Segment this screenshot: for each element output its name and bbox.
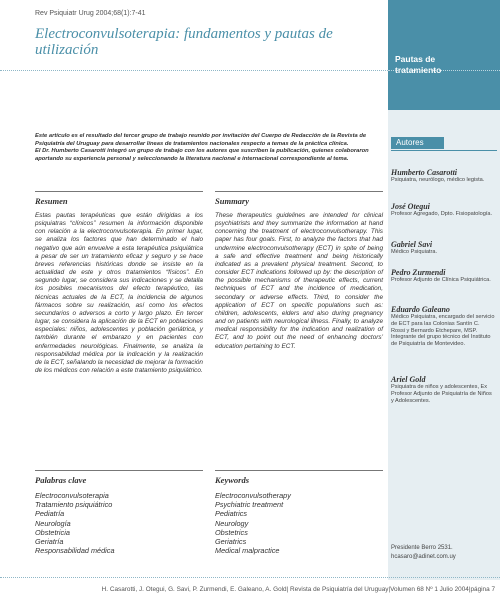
author-name: Pedro Zurmendi: [391, 268, 446, 277]
list-item: Neurology: [215, 518, 249, 528]
author-description: Psiquiatra de niños y adolescentes, Ex Profesor Adjunto de Psiquiatría de Niños y Adolescentes.: [391, 384, 492, 404]
author-name: José Otegui: [391, 202, 430, 211]
intro-text-2: El Dr. Humberto Casarotti integró un grupo de trabajo con los autores que suscriben la publicación, quienes colaboraron aportando su experiencia personal y seleccionando la literatura nacional e internacional correspondiente al tema.: [35, 148, 369, 162]
keywords-heading: Keywords: [215, 475, 249, 485]
summary-heading: Summary: [215, 196, 250, 206]
author-entry: [391, 168, 495, 184]
page-footer: H. Casarotti, J. Otegui, G. Savi, P. Zurmendi, E. Galeano, A. Gold| Revista de Psiquiatría del Uruguay|Volumen 68 Nº 1 Julio 2004|página 7: [101, 586, 495, 593]
author-description: Médico Psiquiatra, encargado del servicio de ECT para las Colonias Santín C. Rossi y Bernardo Etchepare, MSP. Integrante del grupo técnico del Instituto de Psiquiatría de Montevideo.: [391, 314, 495, 348]
intro-text-1: Este artículo es el resultado del tercer grupo de trabajo reunido por invitación del Cuerpo de Redacción de la Revista de Psiquiatría del Uruguay para desarrollar líneas de tratamientos nacionales respecto a temas de la práctica clínica.: [35, 133, 367, 147]
list-item: Pediatrics: [215, 509, 248, 519]
palabras-clave-top-rule: [35, 470, 203, 471]
keywords-list: [215, 491, 383, 555]
intro-paragraph: [35, 133, 380, 163]
author-description: Profesor Adjunto de Clínica Psiquiátrica.: [391, 277, 491, 283]
author-description: Psiquiatra, neurólogo, médico legista.: [391, 177, 485, 183]
dotted-divider-top: [0, 70, 388, 71]
dotted-divider-top-sidebar: [388, 70, 500, 71]
resumen-text: [35, 212, 203, 375]
author-entry: [391, 202, 495, 218]
contact-email[interactable]: hcasaro@adinet.com.uy: [391, 553, 456, 560]
list-item: Electroconvulsoterapia: [35, 491, 109, 500]
section-label-line1: Pautas de: [395, 54, 436, 64]
dotted-divider-bottom: [0, 577, 500, 578]
author-entry: [391, 268, 495, 284]
palabras-clave-heading: Palabras clave: [35, 475, 87, 485]
keywords-top-rule: [215, 470, 383, 471]
list-item: Electroconvulsotherapy: [215, 491, 291, 500]
list-item: Obstetricia: [35, 527, 70, 537]
author-entry: [391, 305, 495, 348]
list-item: Obstetrics: [215, 527, 248, 537]
author-description: Médico Psiquiatra.: [391, 249, 438, 255]
author-name: Eduardo Galeano: [391, 305, 450, 314]
authors-heading: Autores: [391, 137, 444, 149]
list-item: Tratamiento psiquiátrico: [35, 500, 113, 510]
resumen-top-rule: [35, 191, 203, 192]
section-label: [395, 54, 441, 76]
author-name: Humberto Casarotti: [391, 168, 458, 177]
author-description: Profesor Agregado, Dpto. Fisiopatología.: [391, 211, 493, 217]
section-label-box: [388, 0, 500, 110]
author-name: Ariel Gold: [391, 375, 426, 384]
resumen-paragraph: Estas pautas terapéuticas que están dirigidas a los psiquiatras “clínicos” resumen la información disponible con relación a la electroconvulsoterapia. En primer lugar, se analiza los factores que han determinado el halo negativo que aún envuelve a esta terapéutica psiquiátrica a pesar de ser un tratamiento eficaz y seguro y se hace breves referencias históricas donde se insiste en la actualidad de este y otros tratamientos “físicos”. En segundo lugar, se considera sus indicaciones y se detalla los posibles mecanismos del efecto terapéutico, las técnicas actuales de la ECT, la incidencia de algunos fármacos sobre su realización, así como los efectos secundarios o adversos a corto y largo plazo. En tercer lugar, se considera la aplicación de la ECT en poblaciones especiales: niños, adolescentes y población geriátrica, y también durante el embarazo y en pacientes con enfermedades neurológicas. Finalmente, se analiza la responsabilidad médica por la indicación y la realización de la ECT, señalando la necesidad de mejorar la formación de los médicos con relación a este tratamiento psiquiátrico.: [35, 212, 203, 374]
list-item: Responsabilidad médica: [35, 546, 115, 556]
list-item: Neurología: [35, 518, 71, 528]
list-item: Geriatrics: [215, 537, 247, 547]
journal-reference: Rev Psiquiatr Urug 2004;68(1):7-41: [35, 10, 146, 17]
resumen-heading: Resumen: [35, 196, 68, 206]
contact-address: Presidente Berro 2531.: [391, 545, 453, 551]
section-label-line2: tratamiento: [395, 65, 442, 75]
authors-heading-rule: [391, 150, 497, 151]
contact-info: [391, 544, 495, 561]
summary-paragraph: These therapeutics guidelines are intended for clinical psychiatrists and they summarize the information at hand concerning the treatment of electroconvulsotherapy. This paper has four goals. First, to analyze the factors that had undermine electroconvulsotherapy (ECT) in spite of being a safe and effective treatment and being historically indicated as a prevalent physical treatment. Second, to consider ECT indications followed up by: the description of the possible mechanisms of therapeutic effects, current techniques of ECT and the incidence of medication, secondary or adverse effects. Third, to consider the application of ECT on specific populations such as: children, adolescents, elders and also during pregnancy and on patients with neurological illness. Finally, to analyze medical responsibility for the indication and realization of ECT, and to point out the need of enhancing doctors’ education pertaining to ECT.: [215, 212, 383, 350]
article-title: Electroconvulsoterapia: fundamentos y pautas de utilización: [35, 26, 333, 58]
list-item: Medical malpractice: [215, 546, 280, 556]
list-item: Pediatría: [35, 509, 65, 519]
palabras-clave-list: [35, 491, 203, 555]
summary-top-rule: [215, 191, 383, 192]
author-entry: [391, 240, 495, 256]
author-entry: [391, 375, 495, 404]
list-item: Geriatría: [35, 537, 64, 547]
summary-text: [215, 212, 383, 351]
author-name: Gabriel Savi: [391, 240, 433, 249]
list-item: Psychiatric treatment: [215, 500, 284, 510]
